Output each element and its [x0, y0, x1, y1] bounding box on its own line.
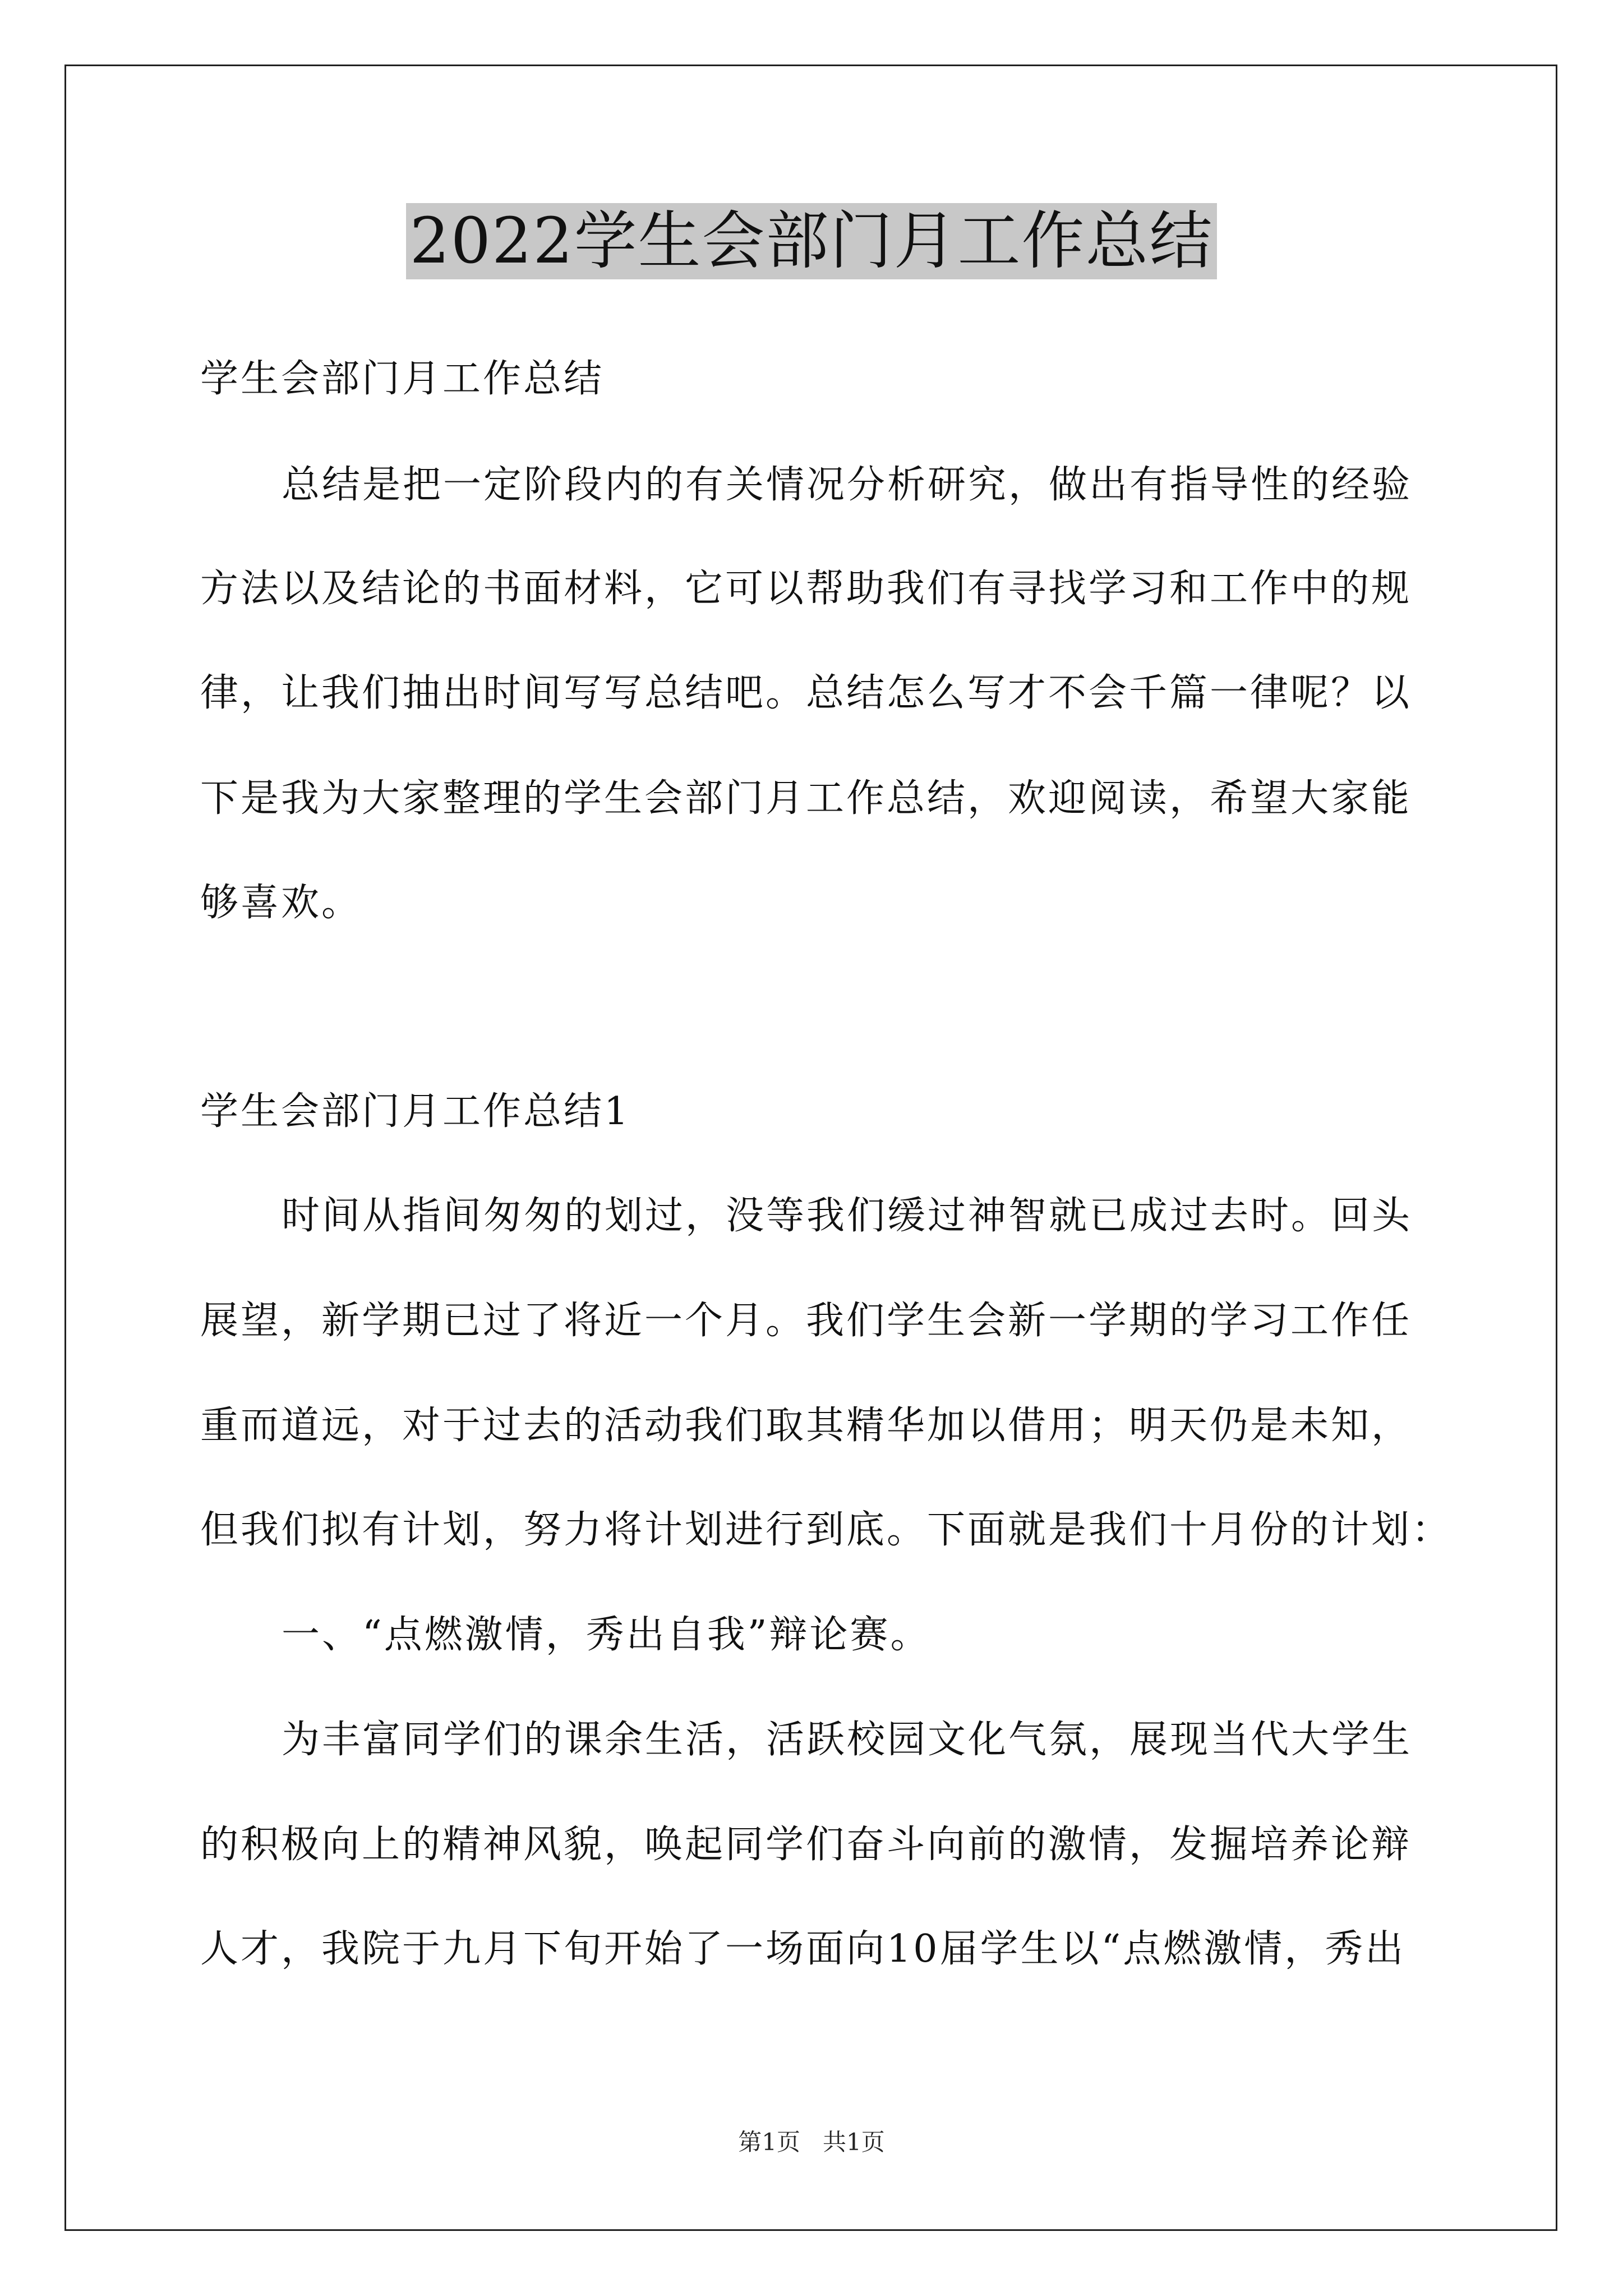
document-title: 2022学生会部门月工作总结 — [406, 203, 1216, 279]
section-line: 重而道远，对于过去的活动我们取其精华加以借用；明天仍是未知， — [200, 1404, 1412, 1448]
section-line: 但我们拟有计划，努力将计划进行到底。下面就是我们十月份的计划： — [200, 1508, 1453, 1552]
title-container — [0, 203, 1623, 279]
item-line: 人才，我院于九月下旬开始了一场面向10届学生以“点燃激情，秀出 — [200, 1927, 1406, 1971]
section-line: 展望，新学期已过了将近一个月。我们学生会新一学期的学习工作任 — [200, 1299, 1412, 1343]
intro-line: 律，让我们抽出时间写写总结吧。总结怎么写才不会千篇一律呢？以 — [200, 671, 1412, 715]
intro-line: 够喜欢。 — [200, 881, 362, 925]
intro-line: 总结是把一定阶段内的有关情况分析研究，做出有指导性的经验 — [282, 463, 1413, 507]
section-heading: 学生会部门月工作总结1 — [200, 1089, 631, 1134]
page-footer — [0, 2128, 1623, 2156]
item-heading: 一、“点燃激情，秀出自我”辩论赛。 — [282, 1613, 931, 1657]
item-line: 的积极向上的精神风貌，唤起同学们奋斗向前的激情，发掘培养论辩 — [200, 1823, 1412, 1867]
page-total: 共1页 — [823, 2128, 885, 2156]
intro-line: 下是我为大家整理的学生会部门月工作总结，欢迎阅读，希望大家能 — [200, 776, 1412, 821]
intro-line: 方法以及结论的书面材料，它可以帮助我们有寻找学习和工作中的规 — [200, 567, 1412, 611]
page-number: 第1页 — [738, 2128, 800, 2156]
subtitle: 学生会部门月工作总结 — [200, 357, 605, 401]
section-line: 时间从指间匆匆的划过，没等我们缓过神智就已成过去时。回头 — [282, 1194, 1413, 1238]
item-line: 为丰富同学们的课余生活，活跃校园文化气氛，展现当代大学生 — [282, 1718, 1413, 1762]
